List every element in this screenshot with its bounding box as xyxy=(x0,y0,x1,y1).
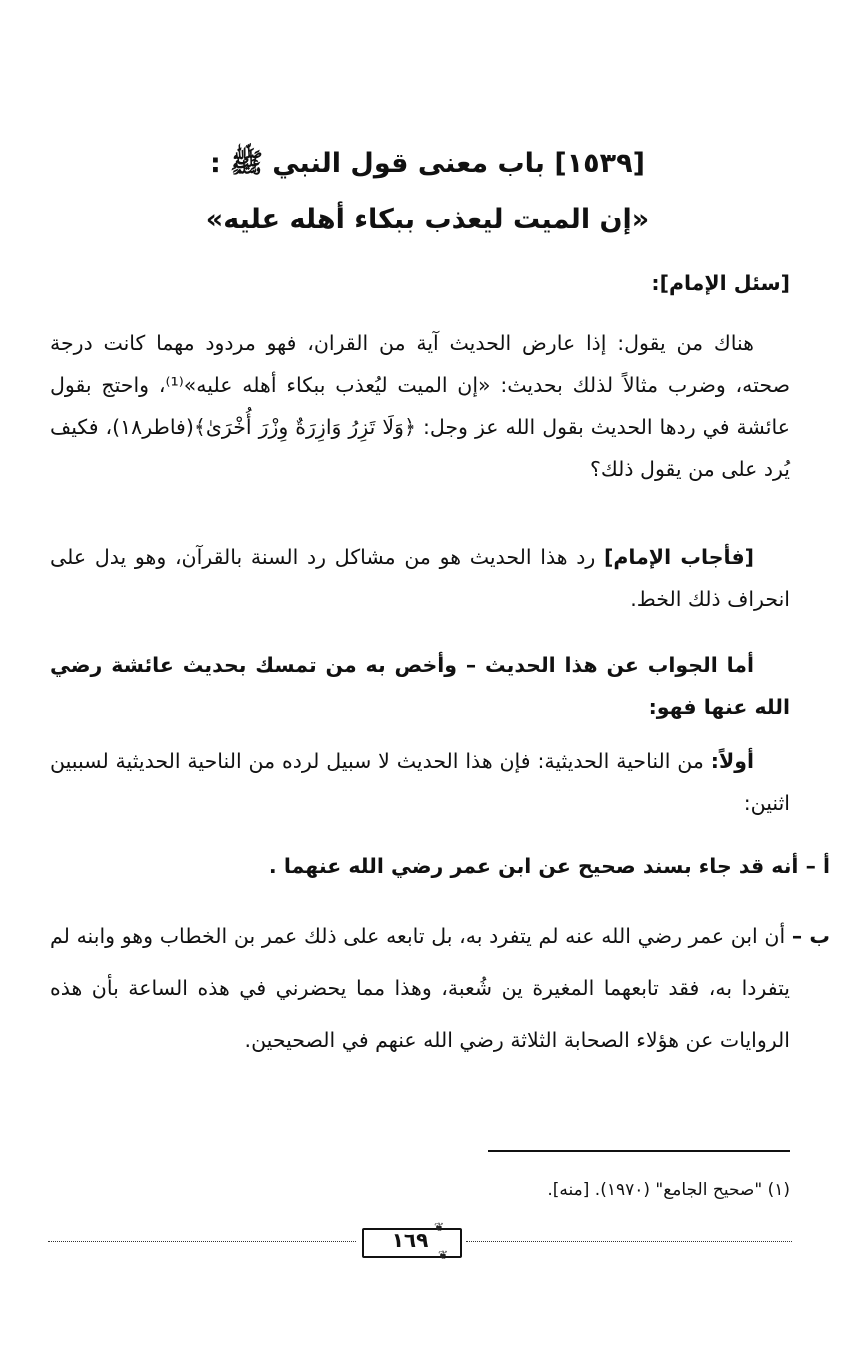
reason-a xyxy=(50,840,855,892)
reason-b-mark: ب – xyxy=(791,924,830,948)
page-number: ١٦٩ xyxy=(391,1228,429,1252)
paragraph-three-text: أما الجواب عن هذا الحديث – وأخص به من تمسك بحديث عائشة رضي الله عنها فهو: xyxy=(50,653,790,719)
footnote-separator xyxy=(488,1150,790,1152)
footer-dotted-rule-right xyxy=(466,1241,792,1242)
chapter-title-line-2: «إن الميت ليعذب ببكاء أهله عليه» xyxy=(205,204,650,235)
question-text: هناك من يقول: إذا عارض الحديث آية من القران، فهو مردود مهما كانت درجة صحته، وضرب مثالاً لذلك بحديث: «إن الميت ليُعذب ببكاء أهله عليه»⁽¹⁾، واحتج بقول عائشة في ردها الحديث بقول الله عز وجل: ﴿وَلَا تَزِرُ وَازِرَةٌ وِزْرَ أُخْرَىٰ﴾(فاطر١٨)، فكيف يُرد على من يقول ذلك؟ xyxy=(50,331,790,481)
paragraph-three xyxy=(50,644,790,728)
first-point xyxy=(50,740,790,824)
first-point-text: من الناحية الحديثية: فإن هذا الحديث لا سبيل لرده من الناحية الحديثية لسببين اثنين: xyxy=(50,749,790,815)
answer-text: رد هذا الحديث هو من مشاكل رد السنة بالقرآن، وهو يدل على انحراف ذلك الخط. xyxy=(50,545,790,611)
reason-a-mark: أ – xyxy=(805,854,830,878)
question-label-block xyxy=(50,262,790,304)
reason-a-text: أنه قد جاء بسند صحيح عن ابن عمر رضي الله عنهما . xyxy=(268,854,806,878)
page-number-box xyxy=(356,1222,466,1262)
footnote-text: (١) "صحيح الجامع" (١٩٧٠). [منه]. xyxy=(547,1180,790,1200)
chapter-heading xyxy=(60,136,795,248)
ornament-bottom-icon: ❦ xyxy=(438,1248,449,1262)
answer-paragraph xyxy=(50,536,790,620)
first-point-label: أولاً: xyxy=(710,749,754,773)
question-label: [سئل الإمام]: xyxy=(651,271,790,295)
reason-b xyxy=(50,910,855,1066)
footnote xyxy=(380,1176,790,1204)
question-paragraph xyxy=(50,322,790,490)
footer-dotted-rule-left xyxy=(48,1241,356,1242)
answer-label: [فأجاب الإمام] xyxy=(604,545,754,569)
reason-b-text: أن ابن عمر رضي الله عنه لم يتفرد به، بل تابعه على ذلك عمر بن الخطاب وهو وابنه لم يتفردا به، فقد تابعهما المغيرة ين شُعبة، وهذا مما يحضرني في هذه الساعة بأن هذه الروايات عن هؤلاء الصحابة الثلاثة رضي الله عنهم في الصحيحين. xyxy=(50,924,792,1052)
chapter-title-line-1: [١٥٣٩] باب معنى قول النبي ﷺ : xyxy=(210,148,645,179)
ornament-top-icon: ❦ xyxy=(434,1220,445,1234)
